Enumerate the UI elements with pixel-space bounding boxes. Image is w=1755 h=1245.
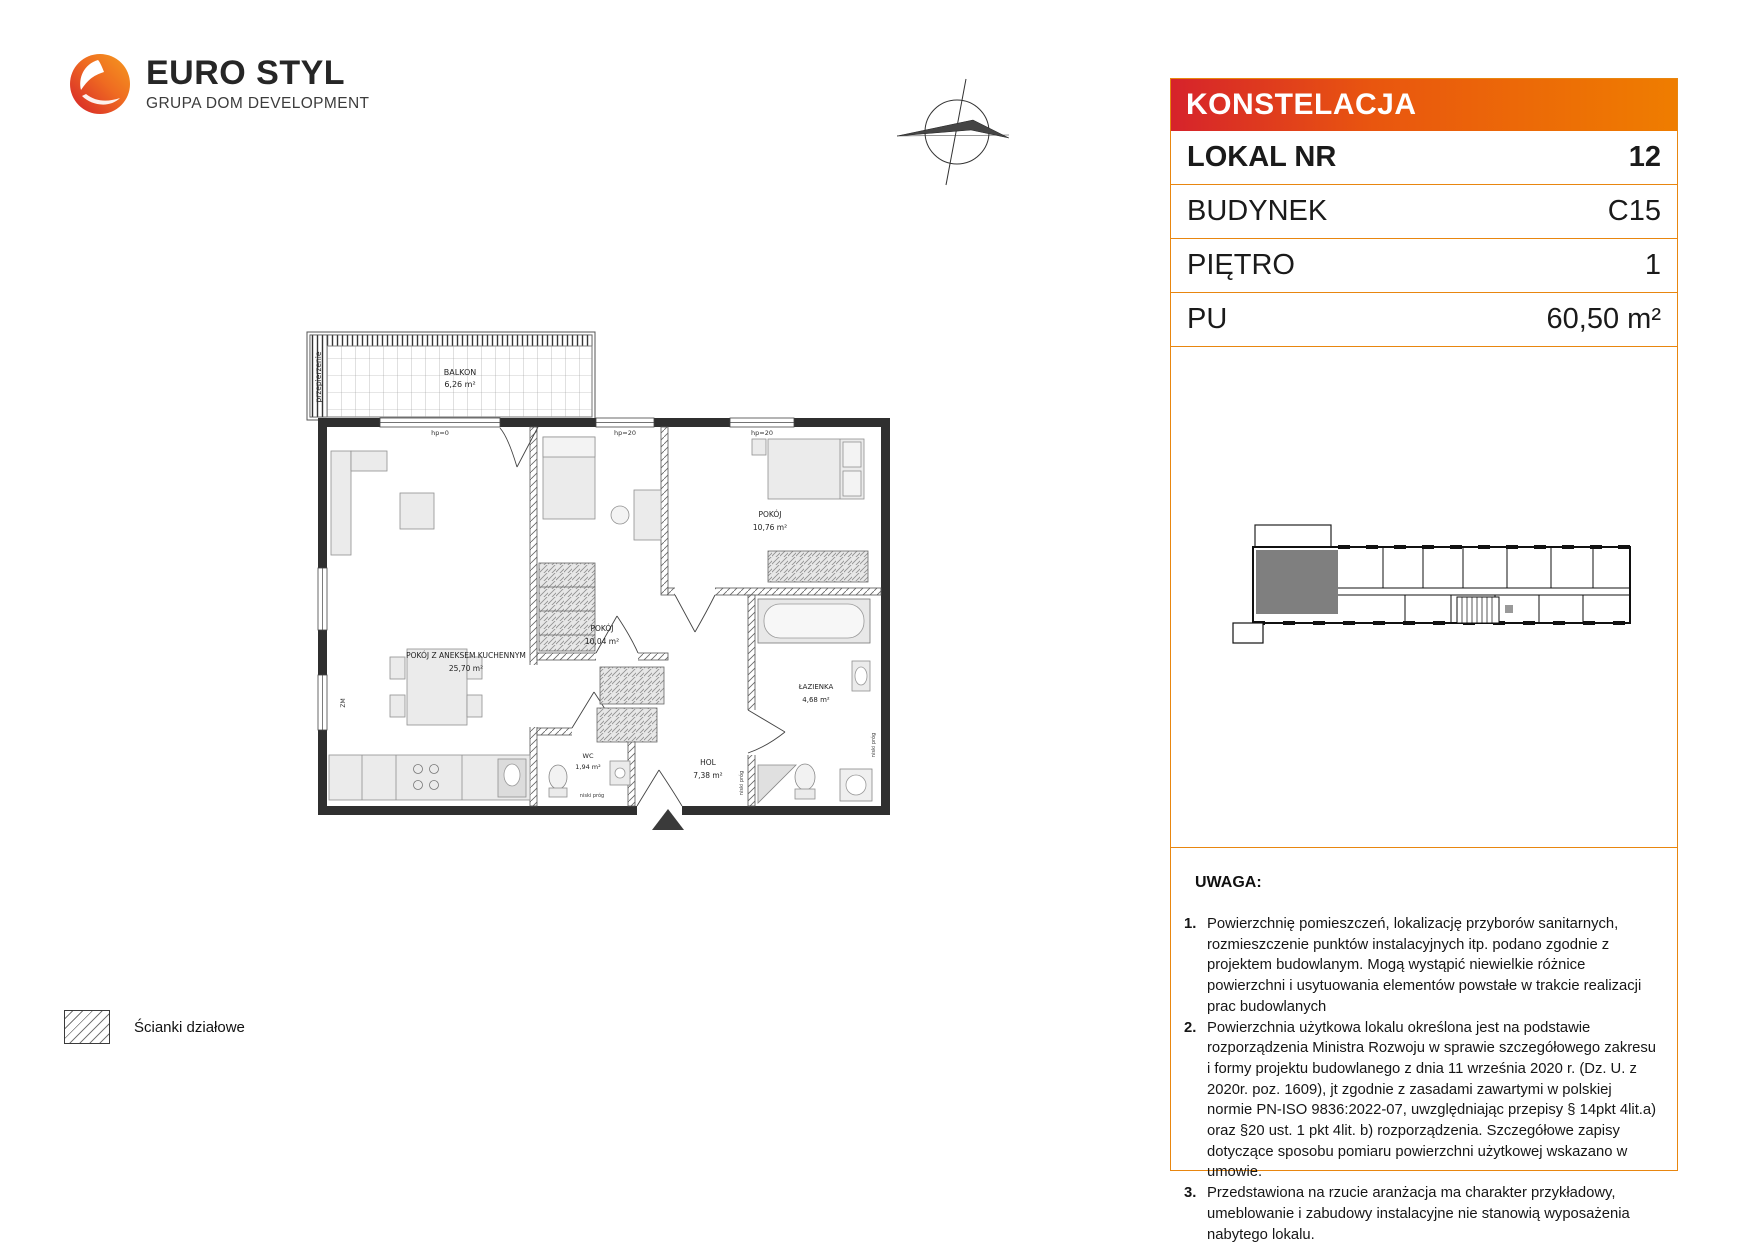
note-item: 1. Powierzchnię pomieszczeń, lokalizację przyborów sanitarnych, rozmieszczenie punktów instalacyjnych itp. podano zgodnie z projektem budowlanym. Mogą wystąpić niewielkie różnice powierzchni i usytuowania elementów powstałe w trakcie realizacji prac budowlanych [1184, 916, 1642, 1015]
row-lokal-nr [1171, 131, 1677, 185]
room-area-wc: 1,94 m² [575, 763, 601, 771]
window-label-hp0: hp=0 [431, 429, 449, 437]
building-detail [1505, 605, 1513, 613]
compass-icon [895, 75, 1015, 190]
room-area-bedroom2: 10,76 m² [752, 523, 788, 532]
notes-list [1184, 914, 1657, 1245]
threshold-label: niski próg [871, 732, 877, 758]
brand-name: EURO STYL [146, 53, 346, 92]
row-value: 12 [1628, 141, 1661, 173]
notes-title: UWAGA: [1195, 874, 1262, 891]
room-label-living: POKÓJ Z ANEKSEM KUCHENNYM [406, 651, 526, 660]
room-label-bedroom1: POKÓJ [590, 624, 614, 633]
window-label-hp20: hp=20 [751, 429, 773, 437]
room-label-bathroom: ŁAZIENKA [798, 683, 834, 691]
row-value: 60,50 m² [1546, 303, 1661, 335]
room-label-hall: HOL [700, 758, 716, 767]
floor-plan [300, 325, 877, 835]
brand-tagline: GRUPA DOM DEVELOPMENT [146, 94, 370, 112]
row-value: 1 [1644, 249, 1661, 281]
row-label: BUDYNEK [1187, 195, 1328, 227]
note-item: 3. Przedstawiona na rzucie aranżacja ma charakter przykładowy, umeblowanie i zabudowy instalacyjne nie stanowią wyposażenia nabytego lokalu. [1184, 1185, 1630, 1243]
row-budynek [1171, 185, 1677, 239]
notes-section [1171, 847, 1677, 1245]
room-label-balkon: BALKON [443, 368, 477, 377]
room-area-hall: 7,38 m² [693, 771, 723, 780]
legend [64, 1010, 245, 1044]
room-area-living: 25,70 m² [448, 664, 484, 673]
threshold-label: niski próg [579, 793, 605, 799]
zm-label: ZM [340, 698, 347, 708]
legend-label: Ścianki działowe [134, 1018, 245, 1036]
room-area-balkon: 6,26 m² [444, 380, 476, 389]
row-label: LOKAL NR [1187, 141, 1337, 173]
highlighted-unit [1256, 550, 1338, 614]
balcony [307, 332, 595, 420]
window-label-hp20: hp=20 [614, 429, 636, 437]
building-stairs [1457, 597, 1499, 623]
room-label-bedroom2: POKÓJ [758, 510, 782, 519]
row-label: PU [1187, 303, 1228, 335]
legend-hatch-swatch [64, 1010, 110, 1044]
room-label-wc: WC [582, 752, 594, 760]
row-label: PIĘTRO [1187, 249, 1295, 281]
room-area-bathroom: 4,68 m² [802, 696, 830, 704]
row-value: C15 [1607, 195, 1661, 227]
brand-logo-icon [68, 52, 132, 116]
furniture [329, 437, 872, 803]
building-overview-plan [1205, 455, 1645, 650]
note-item: 2. Powierzchnia użytkowa lokalu określona jest na podstawie rozporządzenia Ministra Rozwoju w sprawie szczegółowego zakresu i formy projektu budowlanego z dnia 11 września 2020 r. (Dz. U. z 2020r. poz. 1609), jt zgodnie z zasadami zawartymi w polskiej normie PN-ISO 9836:2022-07, uwzględniając przepisy § 14pkt 4lit.a) oraz §20 ust. 1 pkt 4lit. b) rozporządzenia. Szczegółowe zapisy dotyczące sposobu pomiaru powierzchni użytkowej wskazano w umowie. [1184, 1019, 1657, 1181]
project-name: KONSTELACJA [1171, 79, 1677, 131]
threshold-label: niski próg [739, 770, 745, 796]
row-pietro [1171, 239, 1677, 293]
row-pu [1171, 293, 1677, 347]
screen-label: przepierzenie [314, 351, 323, 403]
room-area-bedroom1: 10,04 m² [584, 637, 620, 646]
brand-logo [68, 52, 369, 116]
